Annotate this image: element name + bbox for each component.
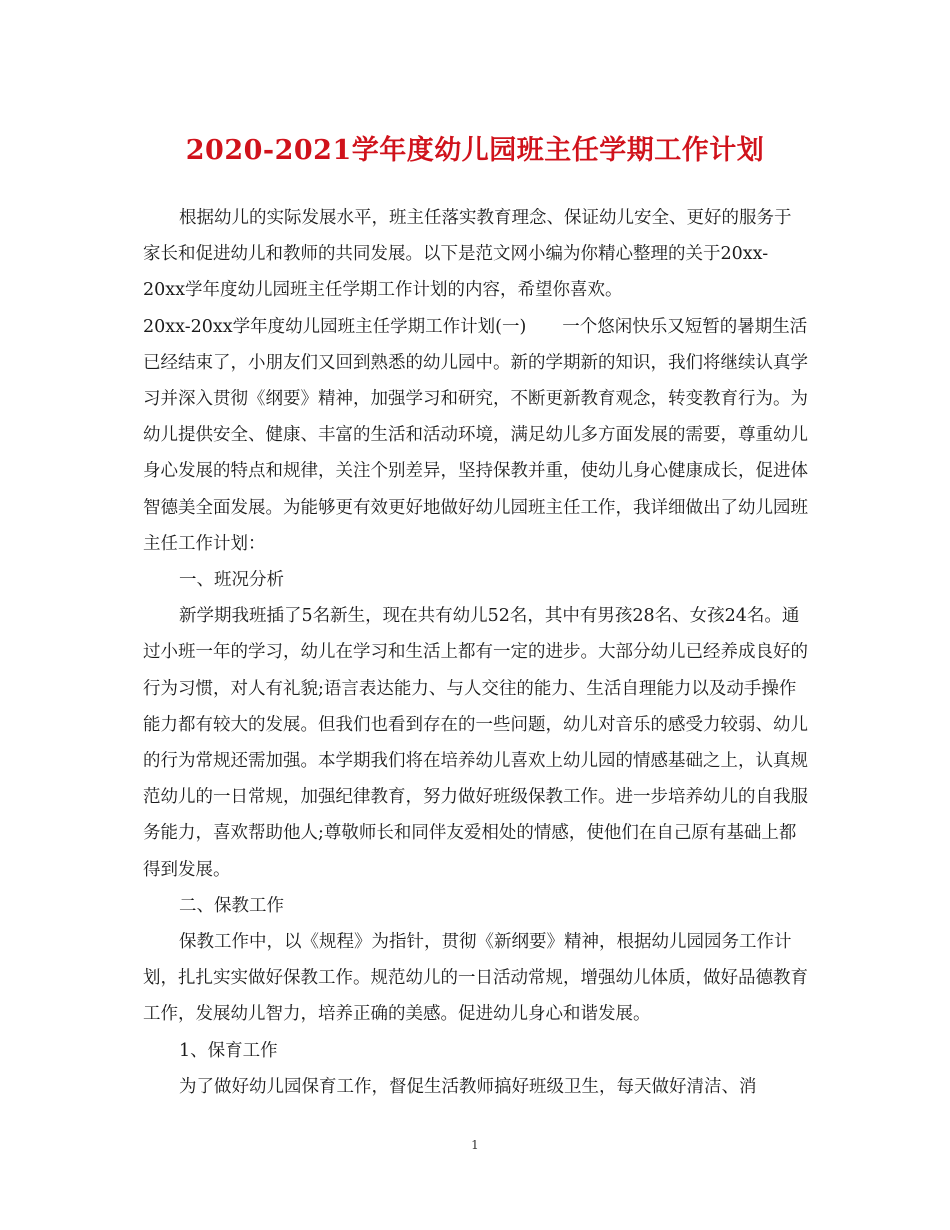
document-body bbox=[143, 200, 808, 1105]
subsection-heading-care-work: 1、保育工作 bbox=[179, 1040, 278, 1061]
plan-heading: 20xx-20xx学年度幼儿园班主任学期工作计划(一) bbox=[143, 316, 527, 337]
plan-intro: 一个悠闲快乐又短暂的暑期生活已经结束了，小朋友们又回到熟悉的幼儿园中。新的学期新的知识，我们将继续认真学习并深入贯彻《纲要》精神，加强学习和研究，不断更新教育观念，转变教育行为。为幼儿提供安全、健康、丰富的生活和活动环境，满足幼儿多方面发展的需要，尊重幼儿身心发展的特点和规律，关注个别差异，坚持保教并重，使幼儿身心健康成长，促进体智德美全面发展。为能够更有效更好地做好幼儿园班主任工作，我详细做出了幼儿园班主任工作计划： bbox=[143, 316, 808, 554]
page-number: 1 bbox=[471, 1138, 479, 1152]
plan-paragraph bbox=[143, 309, 808, 562]
intro-paragraph: 根据幼儿的实际发展水平，班主任落实教育理念、保证幼儿安全、更好的服务于家长和促进幼儿和教师的共同发展。以下是范文网小编为你精心整理的关于20xx-20xx学年度幼儿园班主任学期工作计划的内容，希望你喜欢。 bbox=[143, 208, 792, 301]
document-title: 2020-2021学年度幼儿园班主任学期工作计划 bbox=[185, 135, 765, 166]
class-analysis-paragraph: 新学期我班插了5名新生，现在共有幼儿52名，其中有男孩28名、女孩24名。通过小班一年的学习，幼儿在学习和生活上都有一定的进步。大部分幼儿已经养成良好的行为习惯，对人有礼貌;语言表达能力、与人交往的能力、生活自理能力以及动手操作能力都有较大的发展。但我们也看到存在的一些问题，幼儿对音乐的感受力较弱、幼儿的行为常规还需加强。本学期我们将在培养幼儿喜欢上幼儿园的情感基础之上，认真规范幼儿的一日常规，加强纪律教育，努力做好班级保教工作。进一步培养幼儿的自我服务能力，喜欢帮助他人;尊敬师长和同伴友爱相处的情感，使他们在自己原有基础上都得到发展。 bbox=[143, 606, 808, 880]
care-education-paragraph: 保教工作中，以《规程》为指针，贯彻《新纲要》精神，根据幼儿园园务工作计划，扎扎实实做好保教工作。规范幼儿的一日活动常规，增强幼儿体质，做好品德教育工作，发展幼儿智力，培养正确的美感。促进幼儿身心和谐发展。 bbox=[143, 932, 808, 1025]
care-work-paragraph: 为了做好幼儿园保育工作，督促生活教师搞好班级卫生，每天做好清洁、消 bbox=[179, 1076, 757, 1097]
section-heading-class-analysis: 一、班况分析 bbox=[179, 570, 284, 591]
section-heading-care-education: 二、保教工作 bbox=[179, 895, 284, 916]
